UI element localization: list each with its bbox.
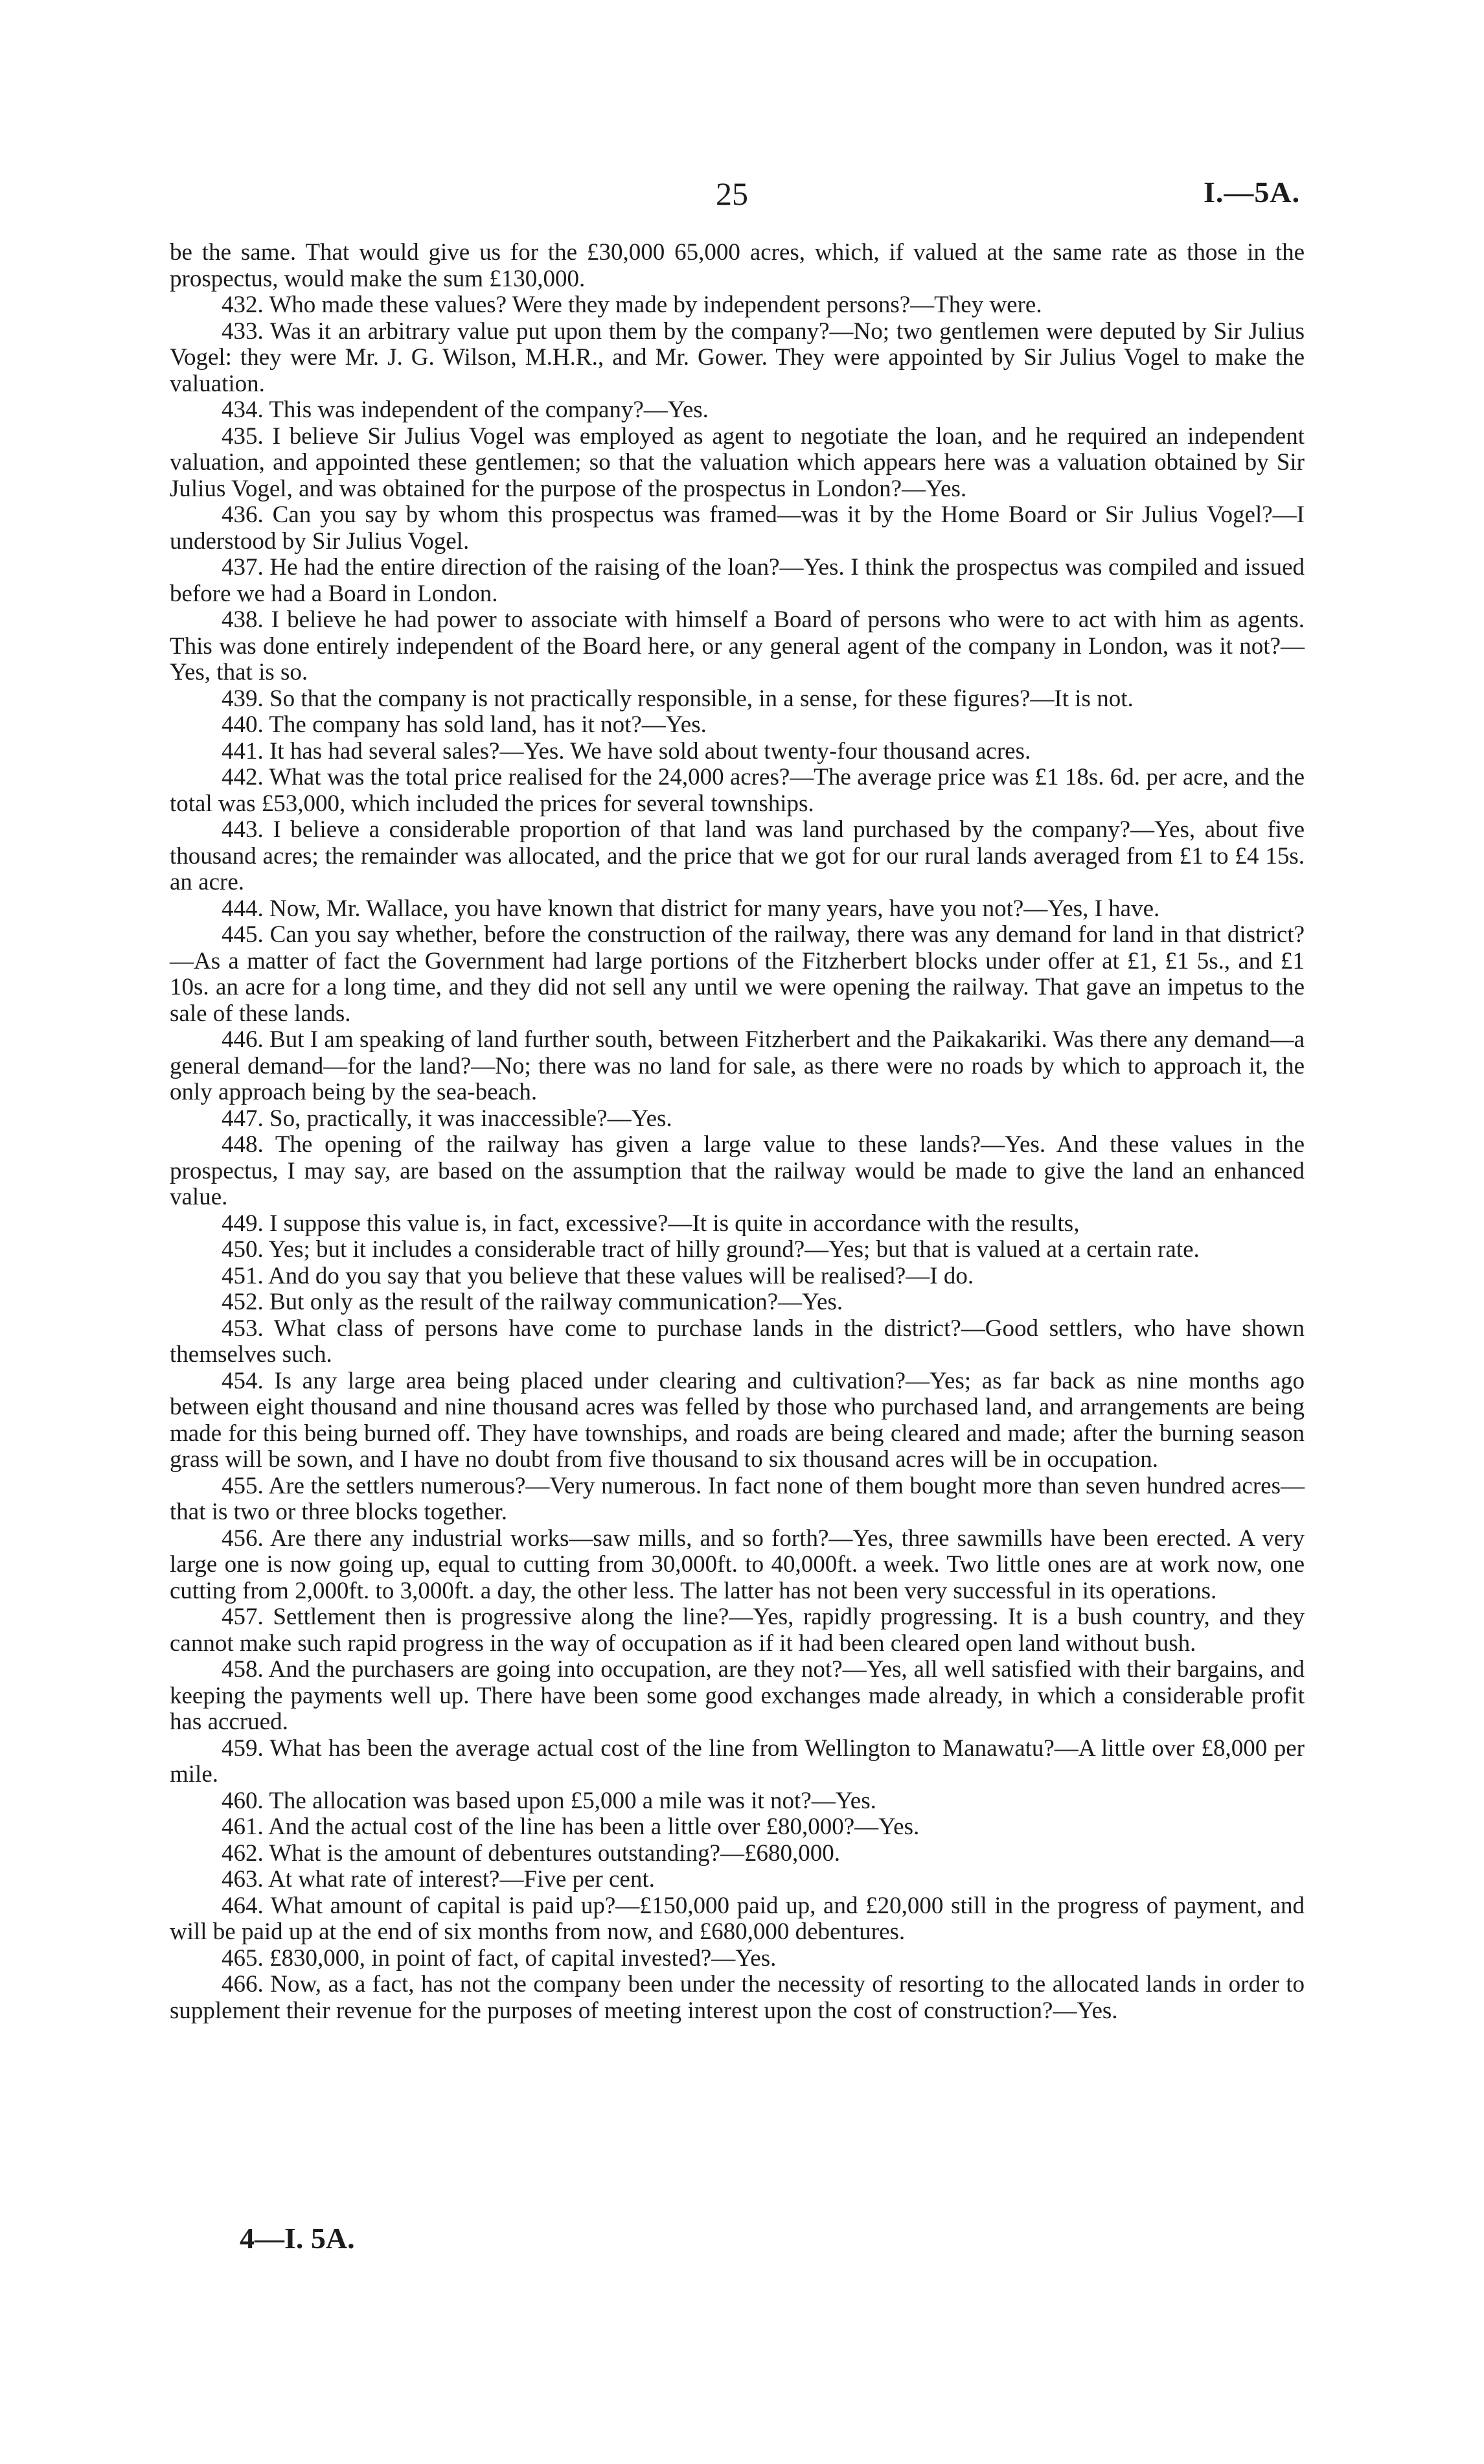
paragraph-442: 442. What was the total price realised for the 24,000 acres?—The average price was £1 18s. 6d. per acre, and the total was £53,000, which included the prices for several townships. <box>170 764 1305 817</box>
paragraph-459: 459. What has been the average actual cost of the line from Wellington to Manawatu?—A little over £8,000 per mile. <box>170 1734 1305 1788</box>
paragraph-continuation: be the same. That would give us for the £30,000 65,000 acres, which, if valued at the same rate as those in the prospectus, would make the sum £130,000. <box>170 239 1305 292</box>
paragraph-454: 454. Is any large area being placed under clearing and cultivation?—Yes; as far back as nine months ago between eight thousand and nine thousand acres was felled by those who purchased land, and arrangements are being made for this being burned off. They have townships, and roads are being cleared and made; after the burning season grass will be sown, and I have no doubt from five thousand to six thousand acres will be in occupation. <box>170 1367 1305 1473</box>
paragraph-443: 443. I believe a considerable proportion of that land was land purchased by the company?—Yes, about five thousand acres; the remainder was allocated, and the price that we got for our rural lands averaged from £1 to £4 15s. an acre. <box>170 816 1305 895</box>
paragraph-433: 433. Was it an arbitrary value put upon them by the company?—No; two gentlemen were deputed by Sir Julius Vogel: they were Mr. J. G. Wilson, M.H.R., and Mr. Gower. They were appointed by Sir Julius Vogel to make the valuation. <box>170 317 1305 397</box>
paragraph-437: 437. He had the entire direction of the raising of the loan?—Yes. I think the prospectus was compiled and issued before we had a Board in London. <box>170 554 1305 607</box>
paragraph-441: 441. It has had several sales?—Yes. We have sold about twenty-four thousand acres. <box>222 737 1031 765</box>
paragraph-452: 452. But only as the result of the railway communication?—Yes. <box>222 1289 843 1315</box>
paragraph-461: 461. And the actual cost of the line has been a little over £80,000?—Yes. <box>222 1813 920 1840</box>
paragraph-432: 432. Who made these values? Were they made by independent persons?—They were. <box>222 292 1042 318</box>
paragraph-466: 466. Now, as a fact, has not the company been under the necessity of resorting to the allocated lands in order to supplement their revenue for the purposes of meeting interest upon the cost of construction?—Yes. <box>170 1971 1305 2024</box>
paragraph-455: 455. Are the settlers numerous?—Very numerous. In fact none of them bought more than seven hundred acres—that is two or three blocks together. <box>170 1472 1305 1525</box>
paragraph-436: 436. Can you say by whom this prospectus was framed—was it by the Home Board or Sir Julius Vogel?—I understood by Sir Julius Vogel. <box>170 501 1305 555</box>
document-reference: I.—5A. <box>1204 176 1301 209</box>
paragraph-435: 435. I believe Sir Julius Vogel was employed as agent to negotiate the loan, and he required an independent valuation, and appointed these gentlemen; so that the valuation which appears here was a valuation obtained by Sir Julius Vogel, and was obtained for the purpose of the prospectus in London?—Yes. <box>170 422 1305 502</box>
paragraph-462: 462. What is the amount of debentures outstanding?—£680,000. <box>222 1839 840 1867</box>
paragraph-453: 453. What class of persons have come to purchase lands in the district?—Good settlers, who have shown themselves such. <box>170 1315 1305 1368</box>
paragraph-460: 460. The allocation was based upon £5,000 a mile was it not?—Yes. <box>222 1787 876 1814</box>
page-number: 25 <box>716 176 748 212</box>
paragraph-458: 458. And the purchasers are going into occupation, are they not?—Yes, all well satisfied with their bargains, and keeping the payments well up. There have been some good exchanges made already, in which a considerable profit has accrued. <box>170 1656 1305 1735</box>
signature-mark: 4—I. 5A. <box>240 2222 355 2255</box>
paragraph-448: 448. The opening of the railway has given a large value to these lands?—Yes. And these values in the prospectus, I may say, are based on the assumption that the railway would be made to give the land an enhanced value. <box>170 1131 1305 1210</box>
paragraph-447: 447. So, practically, it was inaccessible?—Yes. <box>222 1105 672 1132</box>
paragraph-456: 456. Are there any industrial works—saw mills, and so forth?—Yes, three sawmills have been erected. A very large one is now going up, equal to cutting from 30,000ft. to 40,000ft. a week. Two little ones are at work now, one cutting from 2,000ft. to 3,000ft. a day, the other less. The latter has not been very successful in its operations. <box>170 1525 1305 1604</box>
paragraph-445: 445. Can you say whether, before the construction of the railway, there was any demand for land in that district?—As a matter of fact the Government had large portions of the Fitzherbert blocks under offer at £1, £1 5s., and £1 10s. an acre for a long time, and they did not sell any until we were opening the railway. That gave an impetus to the sale of these lands. <box>170 921 1305 1027</box>
paragraph-434: 434. This was independent of the company?—Yes. <box>222 397 709 423</box>
paragraph-465: 465. £830,000, in point of fact, of capital invested?—Yes. <box>222 1944 777 1972</box>
paragraph-463: 463. At what rate of interest?—Five per cent. <box>222 1866 655 1893</box>
paragraph-444: 444. Now, Mr. Wallace, you have known that district for many years, have you not?—Yes, I have. <box>222 895 1160 922</box>
paragraph-446: 446. But I am speaking of land further south, between Fitzherbert and the Paikakariki. Was there any demand—a general demand—for the land?—No; there was no land for sale, as there were no roads by which to approach it, the only approach being by the sea-beach. <box>170 1026 1305 1105</box>
paragraph-451: 451. And do you say that you believe that these values will be realised?—I do. <box>222 1262 974 1289</box>
body-text <box>170 240 1305 2024</box>
paragraph-464: 464. What amount of capital is paid up?—£150,000 paid up, and £20,000 still in the progress of payment, and will be paid up at the end of six months from now, and £680,000 debentures. <box>170 1892 1305 1945</box>
paragraph-449: 449. I suppose this value is, in fact, excessive?—It is quite in accordance with the results, <box>222 1210 1080 1237</box>
paragraph-457: 457. Settlement then is progressive along the line?—Yes, rapidly progressing. It is a bush country, and they cannot make such rapid progress in the way of occupation as if it had been cleared open land without bush. <box>170 1604 1305 1657</box>
paragraph-438: 438. I believe he had power to associate with himself a Board of persons who were to act with him as agents. This was done entirely independent of the Board here, or any general agent of the company in London, was it not?—Yes, that is so. <box>170 606 1305 685</box>
paragraph-440: 440. The company has sold land, has it not?—Yes. <box>222 711 707 738</box>
paragraph-439: 439. So that the company is not practically responsible, in a sense, for these figures?—It is not. <box>222 685 1134 712</box>
paragraph-450: 450. Yes; but it includes a considerable tract of hilly ground?—Yes; but that is valued at a certain rate. <box>222 1236 1200 1263</box>
